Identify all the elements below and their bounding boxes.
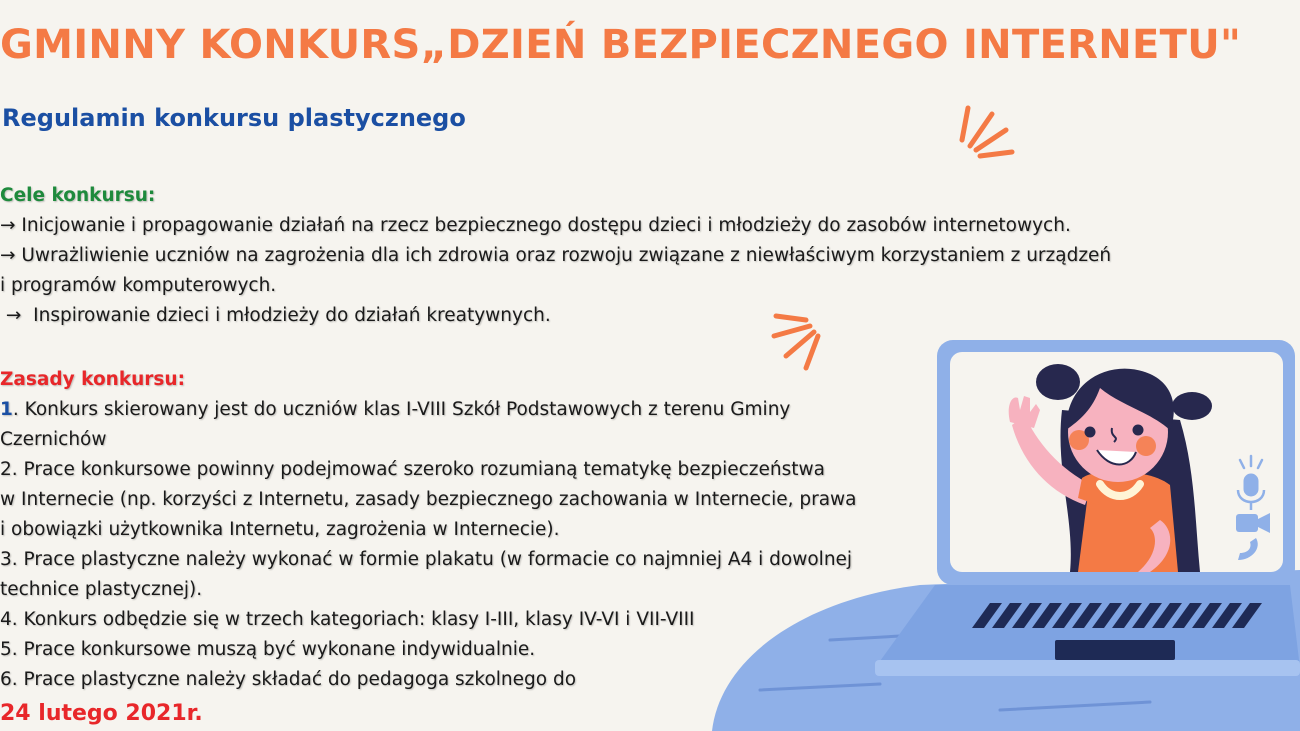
rule-item: 5. Prace konkursowe muszą być wykonane indywidualnie. bbox=[0, 639, 536, 660]
rule-item: 3. Prace plastyczne należy wykonać w formie plakatu (w formacie co najmniej A4 i dowolnej bbox=[0, 549, 853, 570]
rule-item bbox=[0, 395, 1260, 425]
rule-item: i obowiązki użytkownika Internetu, zagrożenia w Internecie). bbox=[0, 519, 560, 540]
page-title: GMINNY KONKURS„DZIEŃ BEZPIECZNEGO INTERNETU" bbox=[0, 22, 1242, 68]
goals-section bbox=[0, 181, 1260, 331]
rules-section bbox=[0, 365, 1260, 695]
goal-item: i programów komputerowych. bbox=[0, 275, 277, 296]
rule-number: 1 bbox=[0, 399, 13, 420]
rule-text: . Konkurs skierowany jest do uczniów klas I-VIII Szkół Podstawowych z terenu Gminy bbox=[12, 399, 791, 420]
rule-item: w Internecie (np. korzyści z Internetu, zasady bezpiecznego zachowania w Internecie, prawa bbox=[0, 489, 857, 510]
goals-heading: Cele konkursu: bbox=[0, 185, 156, 206]
goal-item: → Uwrażliwienie uczniów na zagrożenia dla ich zdrowia oraz rozwoju związane z niewłaściwym korzystaniem z urządzeń bbox=[0, 245, 1112, 266]
rule-item: 6. Prace plastyczne należy składać do pedagoga szkolnego do bbox=[0, 669, 577, 690]
goal-item: → Inicjowanie i propagowanie działań na rzecz bezpiecznego dostępu dzieci i młodzieży do zasobów internetowych. bbox=[0, 215, 1071, 236]
deadline-date: 24 lutego 2021r. bbox=[0, 701, 203, 726]
page-subtitle: Regulamin konkursu plastycznego bbox=[2, 104, 466, 132]
rule-item: Czernichów bbox=[0, 429, 107, 450]
goal-item: → Inspirowanie dzieci i młodzieży do działań kreatywnych. bbox=[0, 305, 551, 326]
rule-item: 2. Prace konkursowe powinny podejmować szeroko rozumianą tematykę bezpieczeństwa bbox=[0, 459, 825, 480]
sparkle-lines-icon bbox=[962, 108, 1012, 156]
rule-item: 4. Konkurs odbędzie się w trzech kategoriach: klasy I-III, klasy IV-VI i VII-VIII bbox=[0, 609, 695, 630]
rule-item: technice plastycznej). bbox=[0, 579, 203, 600]
rules-heading: Zasady konkursu: bbox=[0, 369, 185, 390]
